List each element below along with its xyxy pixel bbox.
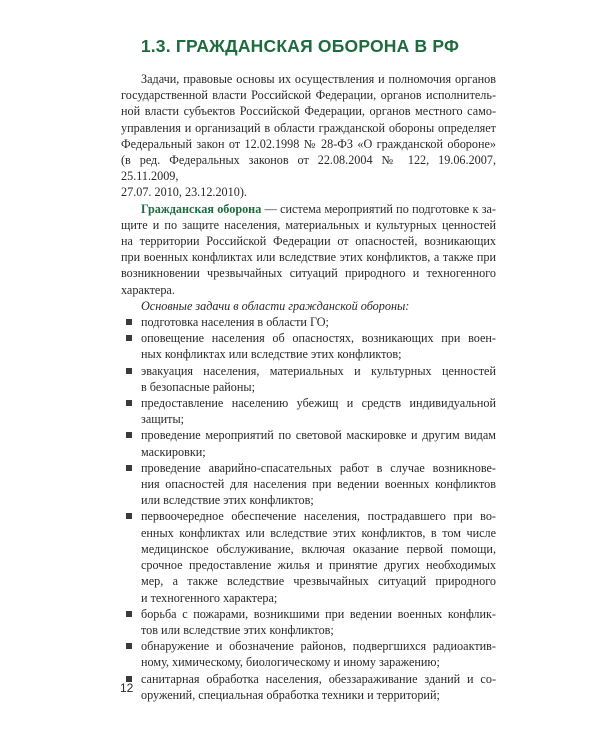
text-line: возникновении чрезвычайных ситуаций природного и техногенного <box>121 266 496 281</box>
list-item <box>121 508 496 605</box>
text-line: оружений, специальная обработка техники и территорий; <box>141 687 440 702</box>
page-number: 12 <box>120 681 134 695</box>
text-line: мер, а также вследствие чрезвычайных ситуаций природного <box>141 574 496 589</box>
text-line: щите и по защите населения, материальных и культурных ценностей <box>121 217 496 232</box>
tasks-heading: Основные задачи в области гражданской обороны: <box>141 298 410 313</box>
text-line: ной власти субъектов Российской Федерации, органов местного само- <box>121 104 496 119</box>
text-line: предоставление населению убежищ и средств индивидуальной <box>141 396 496 411</box>
list-item <box>121 395 496 427</box>
text-line: (в ред. Федеральных законов от 22.08.2004 № 122, 19.06.2007, 25.11.2009, <box>121 153 496 184</box>
text-line: ния опасностей для населения при ведении военных конфликтов <box>141 477 496 492</box>
text-line: на территории Российской Федерации от опасностей, возникающих <box>121 234 496 249</box>
tasks-list <box>121 314 496 703</box>
text-line: Задачи, правовые основы их осуществления и полномочия органов <box>141 72 496 86</box>
text-line: обнаружение и обозначение районов, подвергшихся радиоактив- <box>141 639 496 654</box>
defined-term: Гражданская оборона <box>141 201 262 216</box>
text-line: санитарная обработка населения, обеззараживание зданий и со- <box>141 671 496 686</box>
text-line: тов или вследствие этих конфликтов; <box>141 622 334 637</box>
square-bullet-icon <box>126 335 132 341</box>
list-item <box>121 314 496 330</box>
text-line: и техногенного характера; <box>141 590 278 605</box>
list-item <box>121 330 496 362</box>
square-bullet-icon <box>126 465 132 471</box>
page-body <box>121 71 496 703</box>
text-line: эвакуация населения, материальных и культурных ценностей <box>141 363 496 378</box>
text-line <box>121 201 496 217</box>
definition-text: — система мероприятий по подготовке к за- <box>261 201 496 216</box>
list-item <box>121 363 496 395</box>
text-line: Федеральный закон от 12.02.1998 № 28-ФЗ «О гражданской обороне» <box>121 136 496 151</box>
text-line: енных конфликтах или вследствие этих конфликтов, в том числе <box>141 525 496 540</box>
text-line: проведение мероприятий по световой маскировке и другим видам <box>141 428 496 443</box>
list-item <box>121 460 496 509</box>
text-line: маскировки; <box>141 444 206 459</box>
text-line: в безопасные районы; <box>141 379 255 394</box>
text-line: срочное предоставление жилья и принятие других необходимых <box>141 558 496 573</box>
list-item <box>121 606 496 638</box>
square-bullet-icon <box>126 643 132 649</box>
text-line: проведение аварийно-спасательных работ в случае возникнове- <box>141 460 496 475</box>
square-bullet-icon <box>126 611 132 617</box>
square-bullet-icon <box>126 368 132 374</box>
text-line: управления и организаций в области гражданской обороны определяет <box>121 120 496 135</box>
text-line: при военных конфликтах или вследствие этих конфликтов, а также при <box>121 250 496 265</box>
intro-paragraph <box>121 71 496 201</box>
text-line: первоочередное обеспечение населения, пострадавшего при во- <box>141 509 496 524</box>
text-line: борьба с пожарами, возникшими при ведении военных конфлик- <box>141 606 496 621</box>
list-item <box>121 638 496 670</box>
text-line: государственной власти Российской Федерации, органов исполнитель- <box>121 88 496 103</box>
text-line: характера. <box>121 282 175 297</box>
definition-paragraph <box>121 201 496 298</box>
square-bullet-icon <box>126 319 132 325</box>
text-line: оповещение населения об опасностях, возникающих при воен- <box>141 331 496 346</box>
square-bullet-icon <box>126 432 132 438</box>
text-line: или вследствие этих конфликтов; <box>141 493 314 508</box>
text-line: ному, химическому, биологическому и иному заражению; <box>141 655 440 670</box>
square-bullet-icon <box>126 400 132 406</box>
text-line: 27.07. 2010, 23.12.2010). <box>121 185 247 200</box>
text-line: защиты; <box>141 412 185 427</box>
square-bullet-icon <box>126 513 132 519</box>
text-line: ных конфликтах или вследствие этих конфликтов; <box>141 347 402 362</box>
text-line: медицинское обслуживание, включая оказание первой помощи, <box>141 541 496 556</box>
list-item <box>121 671 496 703</box>
section-title: 1.3. ГРАЖДАНСКАЯ ОБОРОНА В РФ <box>140 36 460 56</box>
list-item <box>121 427 496 459</box>
text-line: подготовка населения в области ГО; <box>141 315 329 330</box>
